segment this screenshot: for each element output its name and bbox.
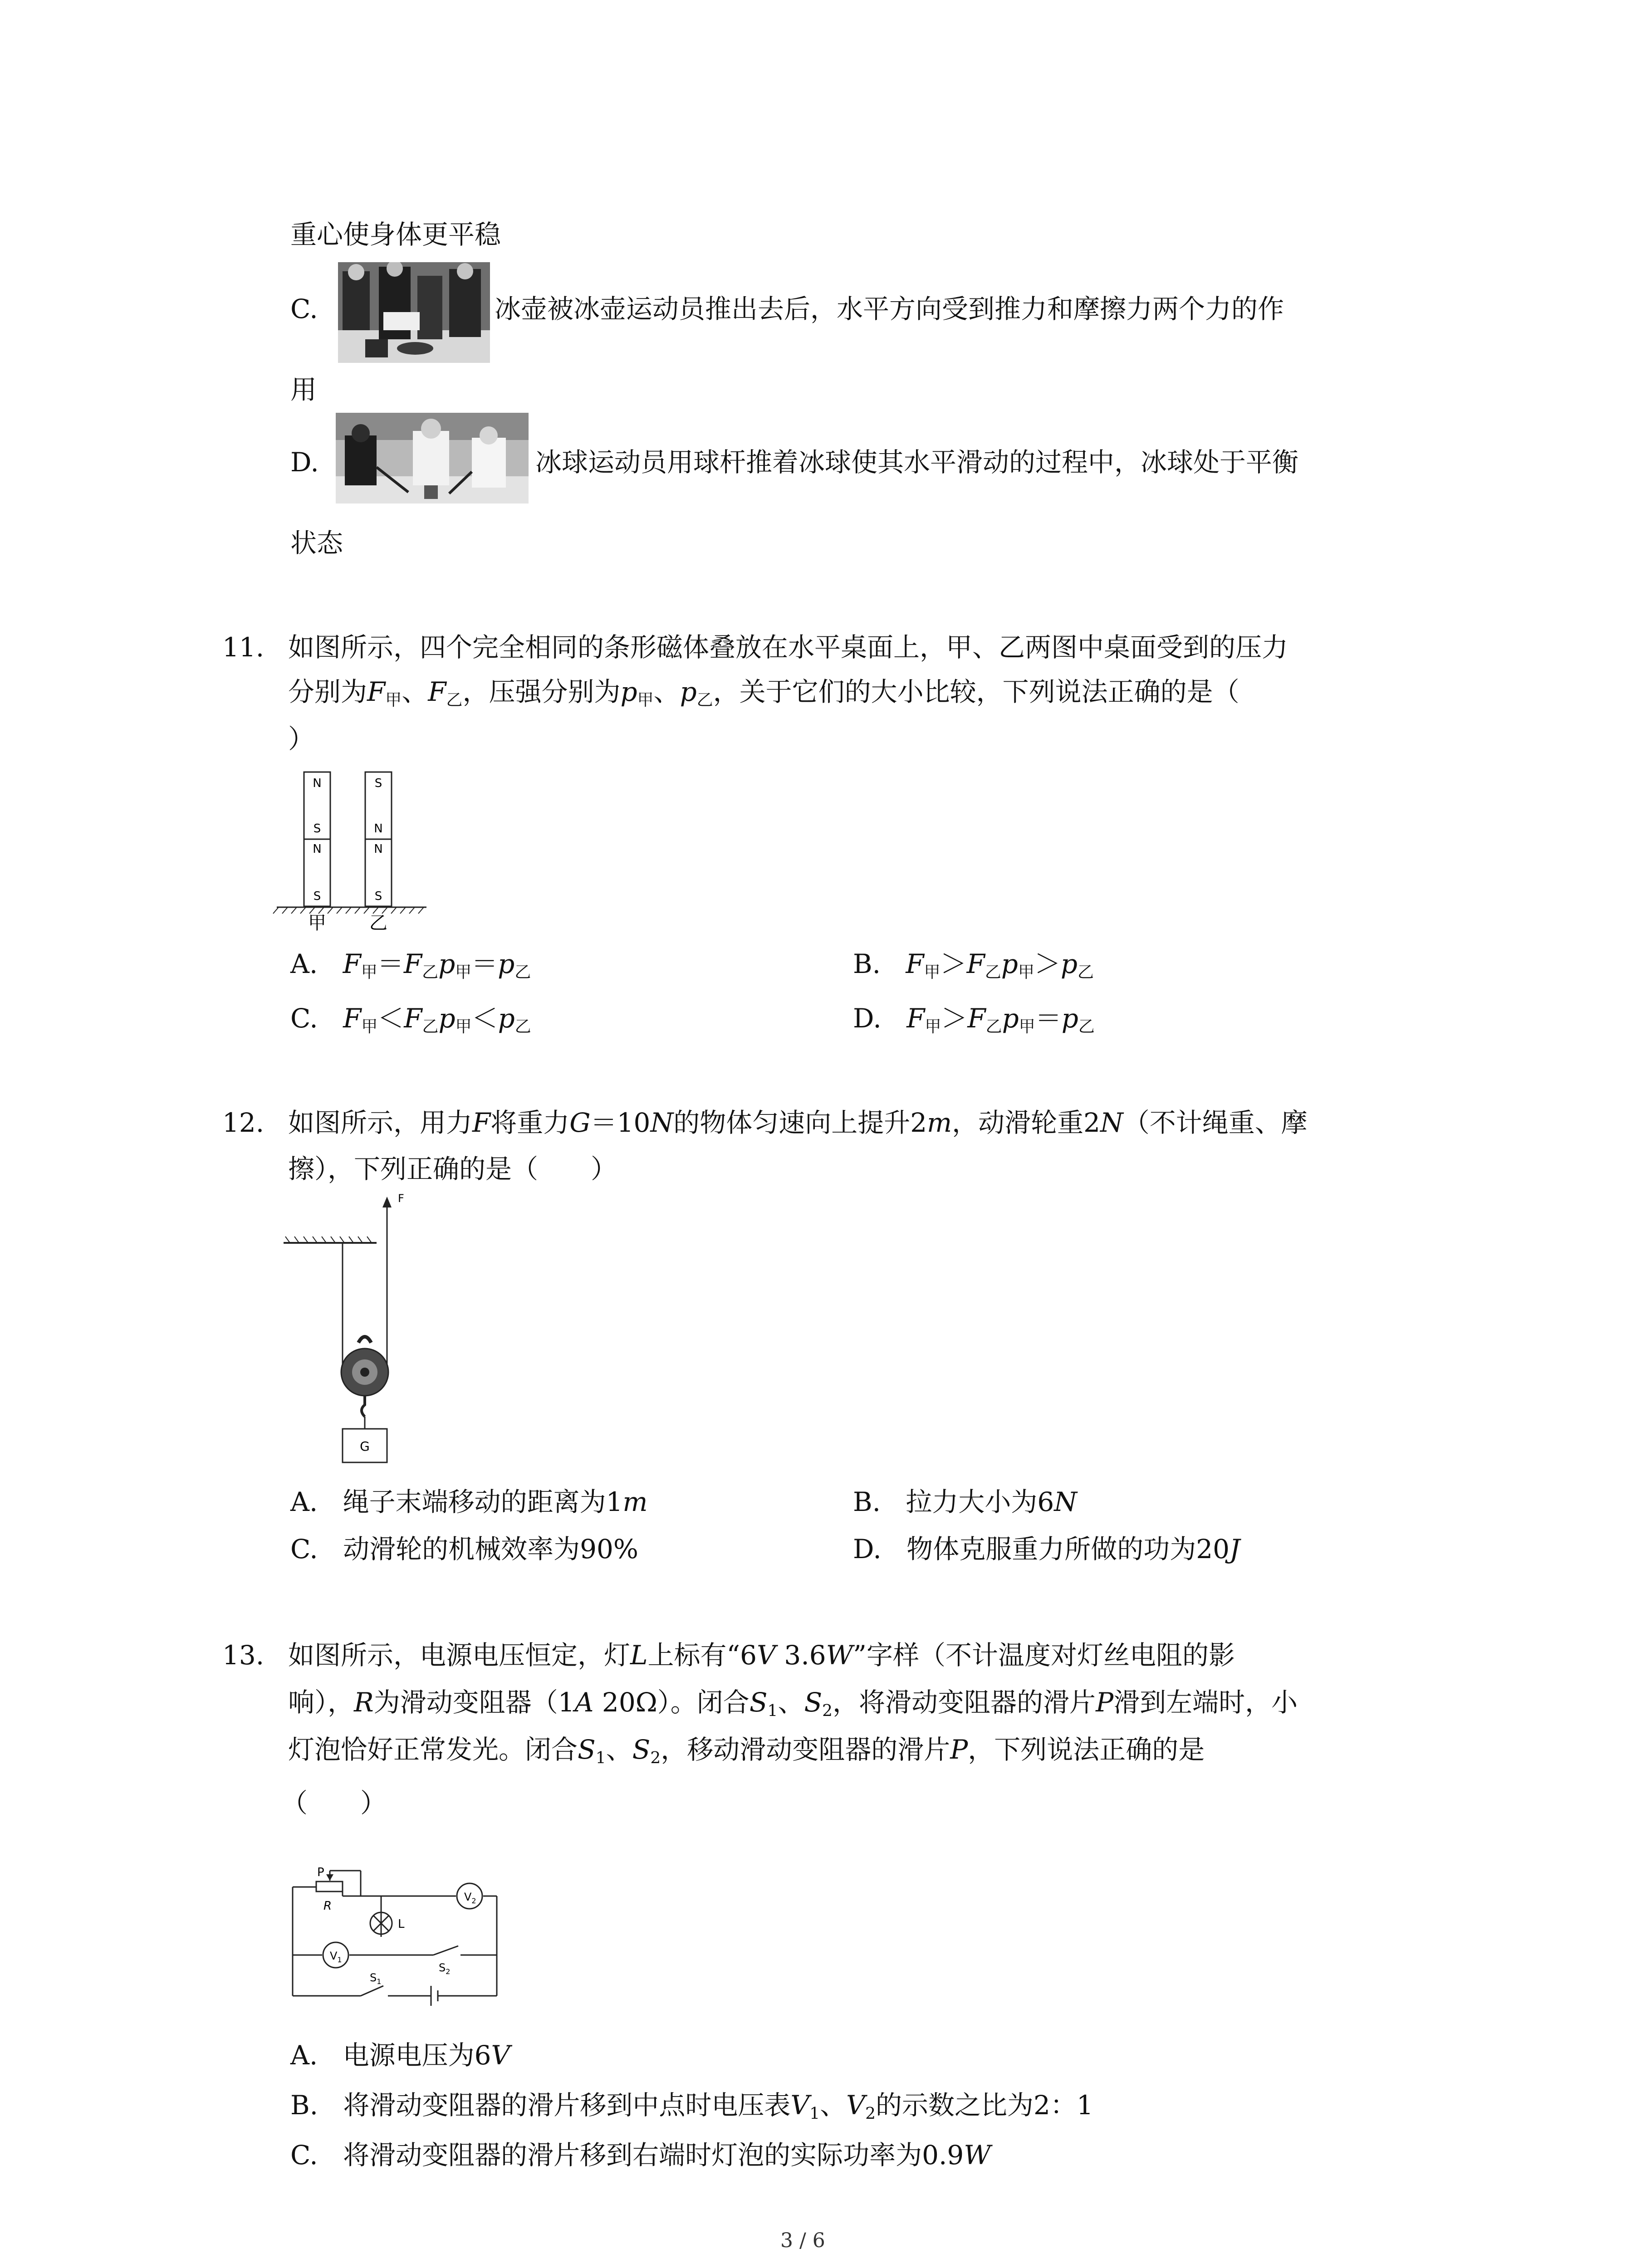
magnet-right-pole-2: N	[374, 822, 383, 836]
magnet-left-pole-1: N	[313, 777, 322, 790]
q13-option-a: A. 电源电压为6V	[290, 2040, 510, 2071]
q10-b-continuation: 重心使身体更平稳	[290, 219, 501, 250]
magnet-right-pole-3: N	[374, 842, 383, 856]
q11-stem-line3: ）	[288, 723, 315, 754]
circuit-switch-s1: $S_1$	[370, 1971, 382, 1986]
q11-stem-line2: 分别为$F_甲$、$F_乙$，压强分别为$p_甲$、$p_乙$，关于它们的大小比较，下列说法正确的是（	[288, 676, 1239, 710]
q10-option-c-text: 冰壶被冰壶运动员推出去后，水平方向受到推力和摩擦力两个力的作	[495, 293, 1284, 324]
circuit-resistor-r: R	[323, 1899, 332, 1913]
q12-option-b: B. 拉力大小为6N	[853, 1486, 1078, 1517]
q13-option-b: B. 将滑动变阻器的滑片移到中点时电压表$V_1$、$V_2$的示数之比为2：1	[290, 2090, 1093, 2123]
circuit-voltmeter-v1: $V_1$	[330, 1950, 342, 1964]
q12-option-c: C. 动滑轮的机械效率为90%	[290, 1534, 638, 1564]
magnet-left-pole-2: S	[313, 822, 321, 836]
magnet-right-pole-4: S	[374, 890, 382, 903]
q10-option-c-text-cont: 用	[290, 374, 317, 405]
q12-option-a: A. 绳子末端移动的距离为1m	[290, 1486, 648, 1517]
q12-option-d: D. 物体克服重力所做的功为20J	[853, 1534, 1240, 1564]
q11-stem-line1: 如图所示，四个完全相同的条形磁体叠放在水平桌面上，甲、乙两图中桌面受到的压力	[288, 632, 1288, 663]
q12-stem-line2: 擦），下列正确的是（ ）	[288, 1154, 617, 1184]
q13-stem-line2: 响），R为滑动变阻器（1A 20Ω）。闭合$S_1$、$S_2$，将滑动变阻器的滑片P滑到左端时，小	[288, 1687, 1298, 1721]
q11-option-a: A. $F_甲=F_乙p_甲=p_乙$	[290, 948, 531, 982]
q13-number: 13.	[222, 1640, 265, 1671]
weight-box-label: G	[360, 1439, 370, 1454]
circuit-switch-s2: $S_2$	[439, 1961, 451, 1976]
q11-number: 11.	[222, 632, 265, 663]
circuit-voltmeter-v2: $V_2$	[464, 1891, 476, 1905]
curling-photo	[338, 262, 490, 363]
q10-option-d-text: 冰球运动员用球杆推着冰球使其水平滑动的过程中，冰球处于平衡	[535, 447, 1299, 478]
q13-circuit-figure	[279, 1864, 506, 2025]
q13-option-c: C. 将滑动变阻器的滑片移到右端时灯泡的实际功率为0.9W	[290, 2140, 991, 2170]
magnet-right-pole-1: S	[374, 777, 382, 790]
q12-pulley-figure	[279, 1188, 424, 1476]
q11-option-c: C. $F_甲<F_乙p_甲<p_乙$	[290, 1003, 531, 1036]
q10-option-d-label: D.	[290, 447, 319, 478]
q11-magnet-figure	[272, 767, 436, 945]
magnet-caption-yi: 乙	[369, 913, 387, 934]
magnet-left-pole-4: S	[313, 890, 321, 903]
magnet-caption-jia: 甲	[308, 913, 326, 934]
circuit-slider-p: P	[317, 1866, 324, 1879]
q13-stem-line3: 灯泡恰好正常发光。闭合$S_1$、$S_2$，移动滑动变阻器的滑片P，下列说法正确的是	[288, 1734, 1205, 1768]
q11-option-d: D. $F_甲>F_乙p_甲=p_乙$	[853, 1003, 1095, 1036]
ice-hockey-photo	[336, 413, 529, 503]
q11-option-b: B. $F_甲>F_乙p_甲>p_乙$	[853, 948, 1094, 982]
q13-stem-line4: （ ）	[281, 1788, 387, 1818]
circuit-lamp-l: L	[398, 1917, 405, 1931]
page-number: 3 / 6	[780, 2229, 825, 2252]
q10-option-d-text-cont: 状态	[290, 528, 343, 558]
force-arrow-label: F	[398, 1192, 404, 1205]
q10-option-c-label: C.	[290, 293, 318, 324]
q12-number: 12.	[222, 1107, 265, 1138]
magnet-left-pole-3: N	[313, 842, 322, 856]
q12-stem-line1: 如图所示，用力F将重力G＝10N的物体匀速向上提升2m，动滑轮重2N（不计绳重、摩	[288, 1107, 1308, 1138]
q13-stem-line1: 如图所示，电源电压恒定，灯L上标有“6V 3.6W”字样（不计温度对灯丝电阻的影	[288, 1640, 1235, 1671]
